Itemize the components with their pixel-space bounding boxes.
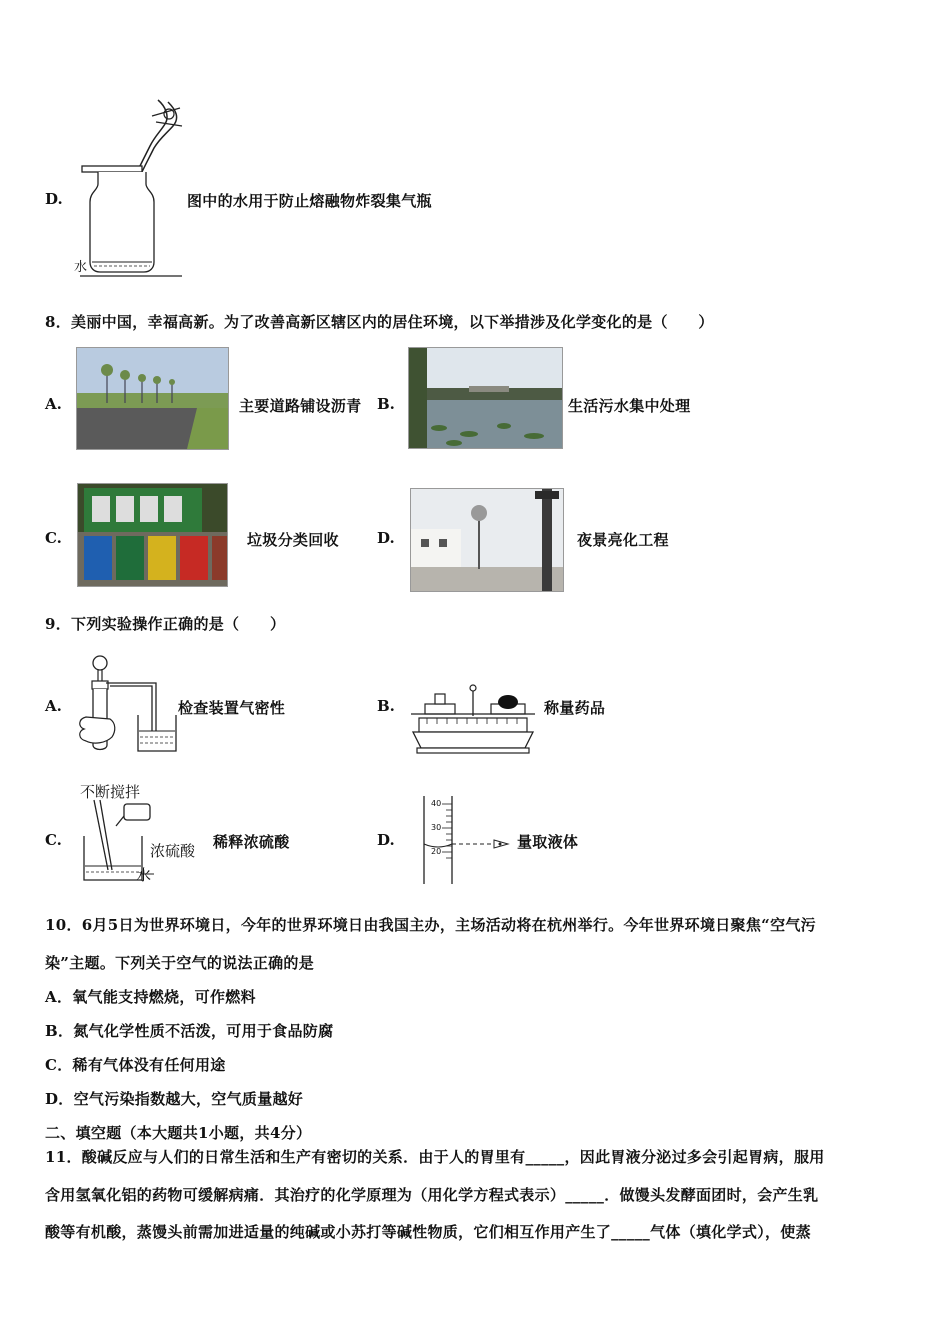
q8-option-d-label: D. bbox=[377, 529, 395, 547]
q10-option-c: C．稀有气体没有任何用途 bbox=[45, 1056, 226, 1074]
q8-option-b-text: 生活污水集中处理 bbox=[568, 397, 691, 415]
q7-option-d-text: 图中的水用于防止熔融物炸裂集气瓶 bbox=[187, 192, 432, 210]
q9-option-d-label: D. bbox=[377, 831, 395, 849]
q8-option-b-label: B. bbox=[377, 395, 395, 413]
q7-water-label: 水 bbox=[74, 260, 88, 275]
q8-option-a-label: A. bbox=[45, 395, 62, 413]
gas-jar-iron-wire-figure bbox=[70, 96, 190, 280]
airtightness-check-figure bbox=[72, 653, 182, 757]
q8-option-c-text: 垃圾分类回收 bbox=[247, 531, 339, 549]
q10-stem-line1: 10．6月5日为世界环境日，今年的世界环境日由我国主办，主场活动将在杭州举行。今年世界环境日聚焦“空气污 bbox=[45, 916, 816, 934]
q11-line1: 11．酸碱反应与人们的日常生活和生产有密切的关系．由于人的胃里有_____，因此胃液分泌过多会引起胃病，服用 bbox=[45, 1148, 825, 1166]
asphalt-road-photo bbox=[76, 347, 229, 450]
q9-option-c-label: C. bbox=[45, 831, 62, 849]
tick-40: 40 bbox=[431, 799, 442, 808]
sewage-pond-photo bbox=[408, 347, 563, 449]
q8-option-d-text: 夜景亮化工程 bbox=[577, 531, 669, 549]
q9-option-d-text: 量取液体 bbox=[517, 833, 579, 851]
q9-option-a-label: A. bbox=[45, 697, 62, 715]
section2-title: 二、填空题（本大题共1小题，共4分） bbox=[45, 1124, 312, 1142]
q7-option-d-label: D. bbox=[45, 190, 63, 208]
tick-20: 20 bbox=[431, 847, 442, 856]
q8-option-a-text: 主要道路铺设沥青 bbox=[239, 397, 362, 415]
q8-stem: 8．美丽中国，幸福高新。为了改善高新区辖区内的居住环境，以下举措涉及化学变化的是（ ） bbox=[45, 313, 714, 331]
tick-30: 30 bbox=[431, 823, 442, 832]
q10-stem-line2: 染”主题。下列关于空气的说法正确的是 bbox=[45, 954, 315, 972]
balance-scale-figure bbox=[407, 684, 539, 756]
stir-label: 不断搅拌 bbox=[80, 783, 141, 801]
q10-option-a: A．氧气能支持燃烧，可作燃料 bbox=[45, 988, 256, 1006]
q8-option-c-label: C. bbox=[45, 529, 62, 547]
q10-option-b: B．氮气化学性质不活泼，可用于食品防腐 bbox=[45, 1022, 334, 1040]
acid-label: 浓硫酸 bbox=[150, 842, 196, 860]
measuring-cylinder-figure bbox=[418, 796, 518, 886]
night-lighting-photo bbox=[410, 488, 564, 592]
q9-option-b-label: B. bbox=[377, 697, 395, 715]
q11-line2: 含用氢氧化铝的药物可缓解病痛．其治疗的化学原理为（用化学方程式表示）_____．做馒头发酵面团时，会产生乳 bbox=[45, 1186, 819, 1204]
q9-stem: 9．下列实验操作正确的是（ ） bbox=[45, 615, 286, 633]
q11-line3: 酸等有机酸，蒸馒头前需加进适量的纯碱或小苏打等碱性物质，它们相互作用产生了_____气体（填化学式），使蒸 bbox=[45, 1223, 811, 1241]
q9-option-a-text: 检查装置气密性 bbox=[178, 699, 286, 717]
q10-option-d: D．空气污染指数越大，空气质量越好 bbox=[45, 1090, 304, 1108]
garbage-bins-photo bbox=[77, 483, 228, 587]
q9-option-c-text: 稀释浓硫酸 bbox=[213, 833, 290, 851]
q9-option-b-text: 称量药品 bbox=[544, 699, 606, 717]
water-label: 水 bbox=[136, 866, 152, 884]
